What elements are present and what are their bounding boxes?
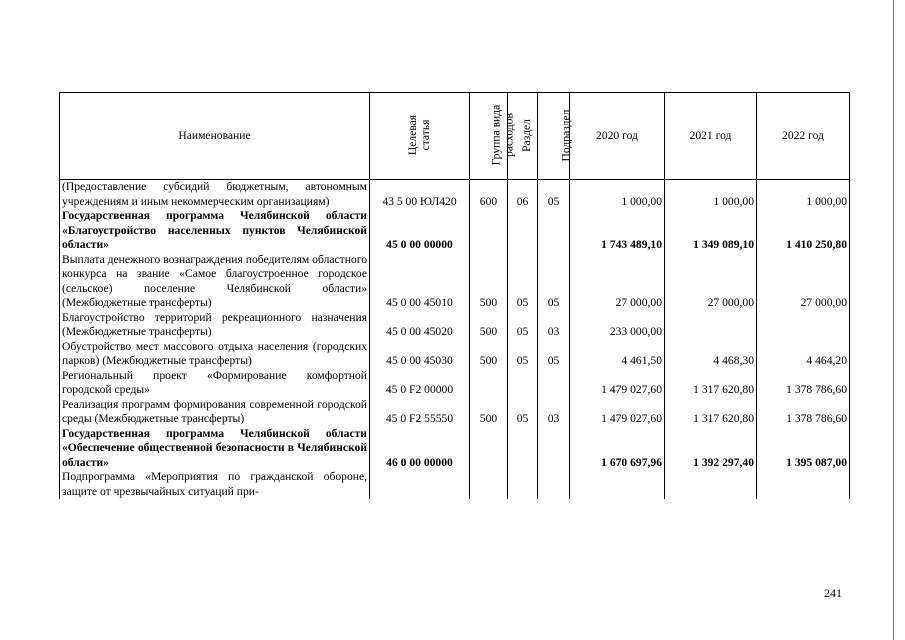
row-amount-2021: 1 392 297,40 [665, 427, 757, 471]
row-expense-group: 500 [470, 398, 508, 427]
table-row [60, 180, 850, 210]
row-name: Обустройство мест массового отдыха населения (городских парков) (Межбюджетные трансферты) [60, 340, 370, 369]
row-amount-2022 [757, 311, 850, 340]
row-target-article: 43 5 00 ЮЛ420 [370, 180, 470, 210]
row-name: Выплата денежного вознаграждения победителям областного конкурса на звание «Самое благоустроенное городское (сельское) поселение Челябинской области» (Межбюджетные трансферты) [60, 253, 370, 311]
row-subsection: 05 [538, 340, 570, 369]
scan-edge-line [893, 0, 894, 640]
row-amount-2020: 1 743 489,10 [570, 209, 665, 253]
row-target-article: 45 0 00 00000 [370, 209, 470, 253]
row-amount-2022: 1 395 087,00 [757, 427, 850, 471]
row-target-article: 46 0 00 00000 [370, 427, 470, 471]
header-target-article: Целевая статья [370, 93, 470, 180]
table-row [60, 340, 850, 369]
row-target-article: 45 0 F2 55550 [370, 398, 470, 427]
row-amount-2021: 27 000,00 [665, 253, 757, 311]
row-amount-2021: 4 468,30 [665, 340, 757, 369]
table-row [60, 470, 850, 499]
row-amount-2022: 1 378 786,60 [757, 369, 850, 398]
row-amount-2022: 1 000,00 [757, 180, 850, 210]
row-amount-2021: 1 317 620,80 [665, 369, 757, 398]
row-subsection: 05 [538, 253, 570, 311]
header-section: Раздел [508, 93, 538, 180]
row-expense-group [470, 470, 508, 499]
row-amount-2022: 1 378 786,60 [757, 398, 850, 427]
table-row [60, 369, 850, 398]
row-amount-2022: 4 464,20 [757, 340, 850, 369]
row-expense-group [470, 427, 508, 471]
row-section: 05 [508, 311, 538, 340]
row-amount-2020: 1 670 697,96 [570, 427, 665, 471]
row-subsection [538, 209, 570, 253]
row-section [508, 209, 538, 253]
row-name: Государственная программа Челябинской области «Обеспечение общественной безопасности в Челябинской области» [60, 427, 370, 471]
row-amount-2020: 1 479 027,60 [570, 398, 665, 427]
row-name: Региональный проект «Формирование комфортной городской среды» [60, 369, 370, 398]
row-section: 05 [508, 398, 538, 427]
row-target-article: 45 0 F2 00000 [370, 369, 470, 398]
row-name: (Предоставление субсидий бюджетным, автономным учреждениям и иным некоммерческим организациям) [60, 180, 370, 210]
row-amount-2022: 27 000,00 [757, 253, 850, 311]
header-year-2021: 2021 год [665, 93, 757, 180]
row-target-article: 45 0 00 45030 [370, 340, 470, 369]
header-expense-group: Группа вида расходов [470, 93, 508, 180]
row-subsection: 05 [538, 180, 570, 210]
row-amount-2020: 1 479 027,60 [570, 369, 665, 398]
row-amount-2020: 4 461,50 [570, 340, 665, 369]
row-amount-2020: 27 000,00 [570, 253, 665, 311]
header-year-2022: 2022 год [757, 93, 850, 180]
row-name: Государственная программа Челябинской области «Благоустройство населенных пунктов Челябинской области» [60, 209, 370, 253]
row-amount-2020: 233 000,00 [570, 311, 665, 340]
row-amount-2021 [665, 470, 757, 499]
row-name: Подпрограмма «Мероприятия по гражданской обороне, защите от чрезвычайных ситуаций при- [60, 470, 370, 499]
row-amount-2022: 1 410 250,80 [757, 209, 850, 253]
row-section: 05 [508, 340, 538, 369]
row-section: 05 [508, 253, 538, 311]
row-section: 06 [508, 180, 538, 210]
row-amount-2020 [570, 470, 665, 499]
row-section [508, 470, 538, 499]
row-expense-group: 600 [470, 180, 508, 210]
table-row [60, 398, 850, 427]
row-amount-2021: 1 000,00 [665, 180, 757, 210]
header-subsection: Подраздел [538, 93, 570, 180]
row-amount-2021: 1 349 089,10 [665, 209, 757, 253]
row-target-article: 45 0 00 45020 [370, 311, 470, 340]
header-year-2020: 2020 год [570, 93, 665, 180]
row-expense-group [470, 369, 508, 398]
row-expense-group [470, 209, 508, 253]
row-expense-group: 500 [470, 253, 508, 311]
header-name: Наименование [60, 93, 370, 180]
row-expense-group: 500 [470, 340, 508, 369]
row-subsection: 03 [538, 398, 570, 427]
table-row [60, 253, 850, 311]
row-subsection [538, 369, 570, 398]
row-amount-2020: 1 000,00 [570, 180, 665, 210]
row-target-article: 45 0 00 45010 [370, 253, 470, 311]
table-header-row [60, 93, 850, 180]
row-amount-2021 [665, 311, 757, 340]
table-row [60, 311, 850, 340]
row-target-article [370, 470, 470, 499]
row-subsection: 03 [538, 311, 570, 340]
row-subsection [538, 470, 570, 499]
row-section [508, 369, 538, 398]
row-name: Благоустройство территорий рекреационного назначения (Межбюджетные трансферты) [60, 311, 370, 340]
page-number: 241 [824, 586, 842, 600]
row-subsection [538, 427, 570, 471]
budget-table [59, 92, 850, 499]
row-expense-group: 500 [470, 311, 508, 340]
row-name: Реализация программ формирования современной городской среды (Межбюджетные трансферты) [60, 398, 370, 427]
row-amount-2021: 1 317 620,80 [665, 398, 757, 427]
row-amount-2022 [757, 470, 850, 499]
row-section [508, 427, 538, 471]
table-row-program [60, 209, 850, 253]
table-row-program [60, 427, 850, 471]
